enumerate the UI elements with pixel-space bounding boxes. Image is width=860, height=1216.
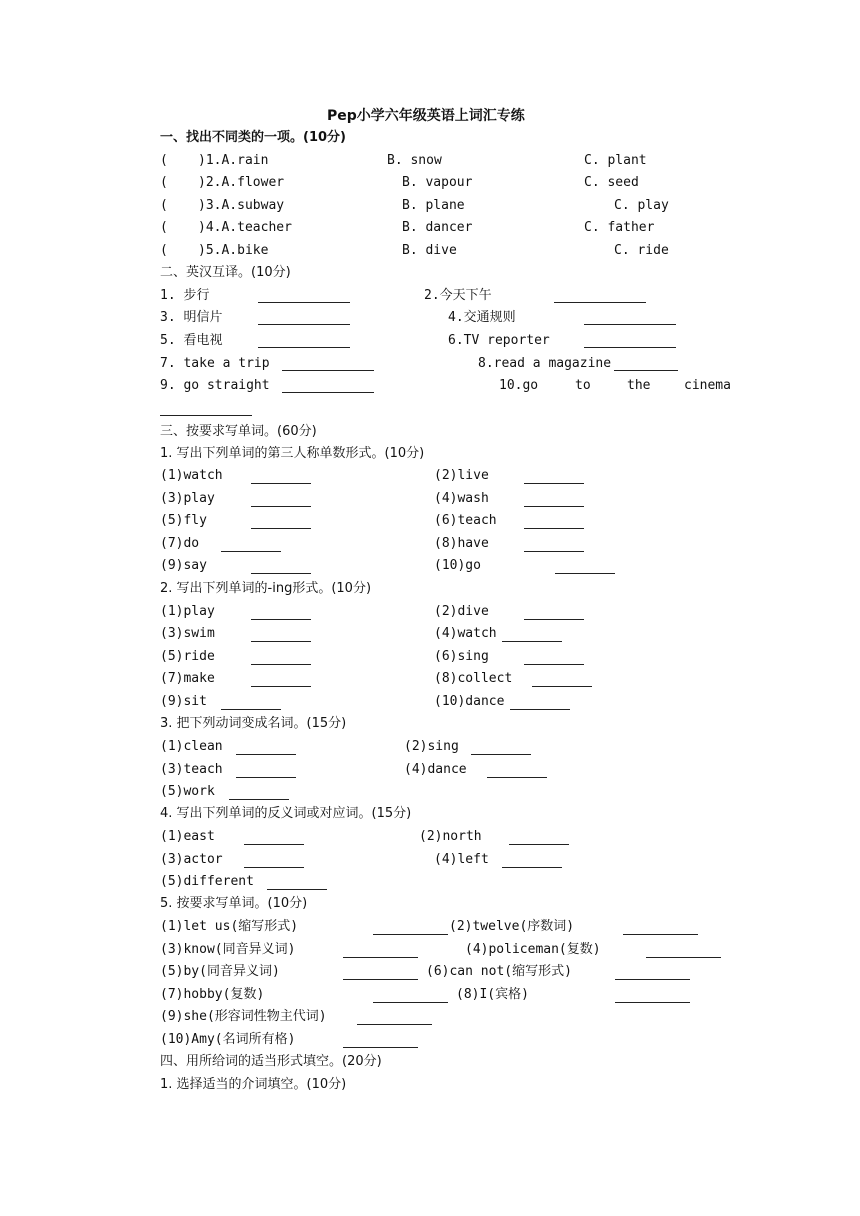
option-c: C. ride xyxy=(614,243,669,258)
answer-blank[interactable] xyxy=(373,989,448,1003)
item-label: (7)do xyxy=(160,536,200,551)
paren: ( xyxy=(160,243,168,258)
answer-blank[interactable] xyxy=(251,651,311,665)
answer-blank[interactable] xyxy=(646,944,721,958)
item-label: (6)sing xyxy=(434,649,489,664)
answer-blank[interactable] xyxy=(267,876,327,890)
answer-blank[interactable] xyxy=(282,379,374,393)
question-5: )5.A.bike xyxy=(198,243,269,258)
item-label: (9)say xyxy=(160,558,207,573)
item-label: (2)sing xyxy=(404,739,459,754)
question-4: )4.A.teacher xyxy=(198,220,292,235)
section-heading: 1. 写出下列单词的第三人称单数形式。(10分) xyxy=(160,446,425,461)
option-c: C. seed xyxy=(584,175,639,190)
answer-blank[interactable] xyxy=(221,538,281,552)
item-label: (3)play xyxy=(160,491,215,506)
answer-blank[interactable] xyxy=(282,357,374,371)
item-label: (5)work xyxy=(160,784,215,799)
answer-blank[interactable] xyxy=(615,966,690,980)
item-label: (3)actor xyxy=(160,852,223,867)
answer-blank[interactable] xyxy=(244,831,304,845)
question-2: )2.A.flower xyxy=(198,175,285,190)
paren: ( xyxy=(160,175,168,190)
answer-blank[interactable] xyxy=(524,606,584,620)
item-label: (7)make xyxy=(160,671,215,686)
item-label: (3)swim xyxy=(160,626,215,641)
item-label: 1. 步行 xyxy=(160,288,210,303)
answer-blank[interactable] xyxy=(343,944,418,958)
item-label: 10.go xyxy=(499,378,539,393)
item-label: (8)collect xyxy=(434,671,513,686)
answer-blank[interactable] xyxy=(614,357,678,371)
item-label: (8)I(宾格) xyxy=(456,987,529,1002)
answer-blank[interactable] xyxy=(524,515,584,529)
item-label: (6)can not(缩写形式) xyxy=(426,964,572,979)
answer-blank[interactable] xyxy=(357,1011,432,1025)
item-label: (4)left xyxy=(434,852,489,867)
item-label: (4)watch xyxy=(434,626,497,641)
answer-blank[interactable] xyxy=(502,854,562,868)
item-label: 7. take a trip xyxy=(160,356,270,371)
item-label: cinema xyxy=(684,378,731,393)
answer-blank[interactable] xyxy=(373,921,448,935)
paren: ( xyxy=(160,198,168,213)
answer-blank[interactable] xyxy=(623,921,698,935)
part4-heading: 四、用所给词的适当形式填空。(20分) xyxy=(160,1054,382,1069)
answer-blank[interactable] xyxy=(524,493,584,507)
option-b: B. vapour xyxy=(402,175,473,190)
answer-blank[interactable] xyxy=(343,1034,418,1048)
option-b: B. snow xyxy=(387,153,442,168)
item-label: (2)north xyxy=(419,829,482,844)
paren: ( xyxy=(160,153,168,168)
paren: ( xyxy=(160,220,168,235)
item-label: 4.交通规则 xyxy=(448,310,516,325)
page-title: Pep小学六年级英语上词汇专练 xyxy=(327,108,525,124)
item-label: 3. 明信片 xyxy=(160,310,223,325)
answer-blank[interactable] xyxy=(251,673,311,687)
part2-heading: 二、英汉互译。(10分) xyxy=(160,265,291,280)
answer-blank[interactable] xyxy=(584,334,676,348)
answer-blank[interactable] xyxy=(554,289,646,303)
answer-blank[interactable] xyxy=(251,515,311,529)
item-label: (1)clean xyxy=(160,739,223,754)
answer-blank[interactable] xyxy=(251,560,311,574)
section-heading: 3. 把下列动词变成名词。(15分) xyxy=(160,716,347,731)
answer-blank[interactable] xyxy=(258,334,350,348)
item-label: 9. go straight xyxy=(160,378,270,393)
item-label: (3)teach xyxy=(160,762,223,777)
answer-blank[interactable] xyxy=(343,966,418,980)
answer-blank[interactable] xyxy=(532,673,592,687)
item-label: (10)go xyxy=(434,558,481,573)
item-label: (4)policeman(复数) xyxy=(465,942,601,957)
answer-blank[interactable] xyxy=(236,741,296,755)
item-label: (1)watch xyxy=(160,468,223,483)
option-c: C. plant xyxy=(584,153,647,168)
answer-blank[interactable] xyxy=(160,402,252,416)
item-label: (9)sit xyxy=(160,694,207,709)
answer-blank[interactable] xyxy=(221,696,281,710)
item-label: (1)let us(缩写形式) xyxy=(160,919,299,934)
item-label: 6.TV reporter xyxy=(448,333,550,348)
answer-blank[interactable] xyxy=(229,786,289,800)
answer-blank[interactable] xyxy=(251,628,311,642)
answer-blank[interactable] xyxy=(244,854,304,868)
option-c: C. play xyxy=(614,198,669,213)
answer-blank[interactable] xyxy=(471,741,531,755)
item-label: 8.read a magazine xyxy=(478,356,612,371)
option-b: B. plane xyxy=(402,198,465,213)
item-label: (7)hobby(复数) xyxy=(160,987,265,1002)
item-label: (4)dance xyxy=(404,762,467,777)
item-label: (8)have xyxy=(434,536,489,551)
answer-blank[interactable] xyxy=(510,696,570,710)
answer-blank[interactable] xyxy=(584,311,676,325)
item-label: 2.今天下午 xyxy=(424,288,492,303)
item-label: to xyxy=(575,378,591,393)
answer-blank[interactable] xyxy=(615,989,690,1003)
section-heading: 2. 写出下列单词的-ing形式。(10分) xyxy=(160,581,372,596)
item-label: (5)ride xyxy=(160,649,215,664)
section-heading: 4. 写出下列单词的反义词或对应词。(15分) xyxy=(160,806,412,821)
item-label: (2)dive xyxy=(434,604,489,619)
section-heading: 5. 按要求写单词。(10分) xyxy=(160,896,308,911)
answer-blank[interactable] xyxy=(251,606,311,620)
answer-blank[interactable] xyxy=(524,470,584,484)
item-label: (2)twelve(序数词) xyxy=(449,919,575,934)
item-label: (6)teach xyxy=(434,513,497,528)
item-label: (5)different xyxy=(160,874,254,889)
item-label: (10)dance xyxy=(434,694,505,709)
answer-blank[interactable] xyxy=(502,628,562,642)
item-label: (3)know(同音异义词) xyxy=(160,942,296,957)
item-label: (2)live xyxy=(434,468,489,483)
question-1: )1.A.rain xyxy=(198,153,269,168)
question-3: )3.A.subway xyxy=(198,198,285,213)
item-label: (10)Amy(名词所有格) xyxy=(160,1032,296,1047)
option-b: B. dive xyxy=(402,243,457,258)
option-b: B. dancer xyxy=(402,220,473,235)
part1-heading: 一、找出不同类的一项。(10分) xyxy=(160,130,346,145)
answer-blank[interactable] xyxy=(509,831,569,845)
option-c: C. father xyxy=(584,220,655,235)
section-heading: 1. 选择适当的介词填空。(10分) xyxy=(160,1077,347,1092)
answer-blank[interactable] xyxy=(524,538,584,552)
answer-blank[interactable] xyxy=(258,289,350,303)
item-label: (1)play xyxy=(160,604,215,619)
answer-blank[interactable] xyxy=(524,651,584,665)
item-label: 5. 看电视 xyxy=(160,333,223,348)
answer-blank[interactable] xyxy=(251,493,311,507)
answer-blank[interactable] xyxy=(258,311,350,325)
item-label: (5)by(同音异义词) xyxy=(160,964,280,979)
item-label: (1)east xyxy=(160,829,215,844)
item-label: (5)fly xyxy=(160,513,207,528)
part3-heading: 三、按要求写单词。(60分) xyxy=(160,424,317,439)
item-label: the xyxy=(627,378,651,393)
answer-blank[interactable] xyxy=(251,470,311,484)
answer-blank[interactable] xyxy=(236,764,296,778)
answer-blank[interactable] xyxy=(555,560,615,574)
item-label: (4)wash xyxy=(434,491,489,506)
answer-blank[interactable] xyxy=(487,764,547,778)
item-label: (9)she(形容词性物主代词) xyxy=(160,1009,327,1024)
